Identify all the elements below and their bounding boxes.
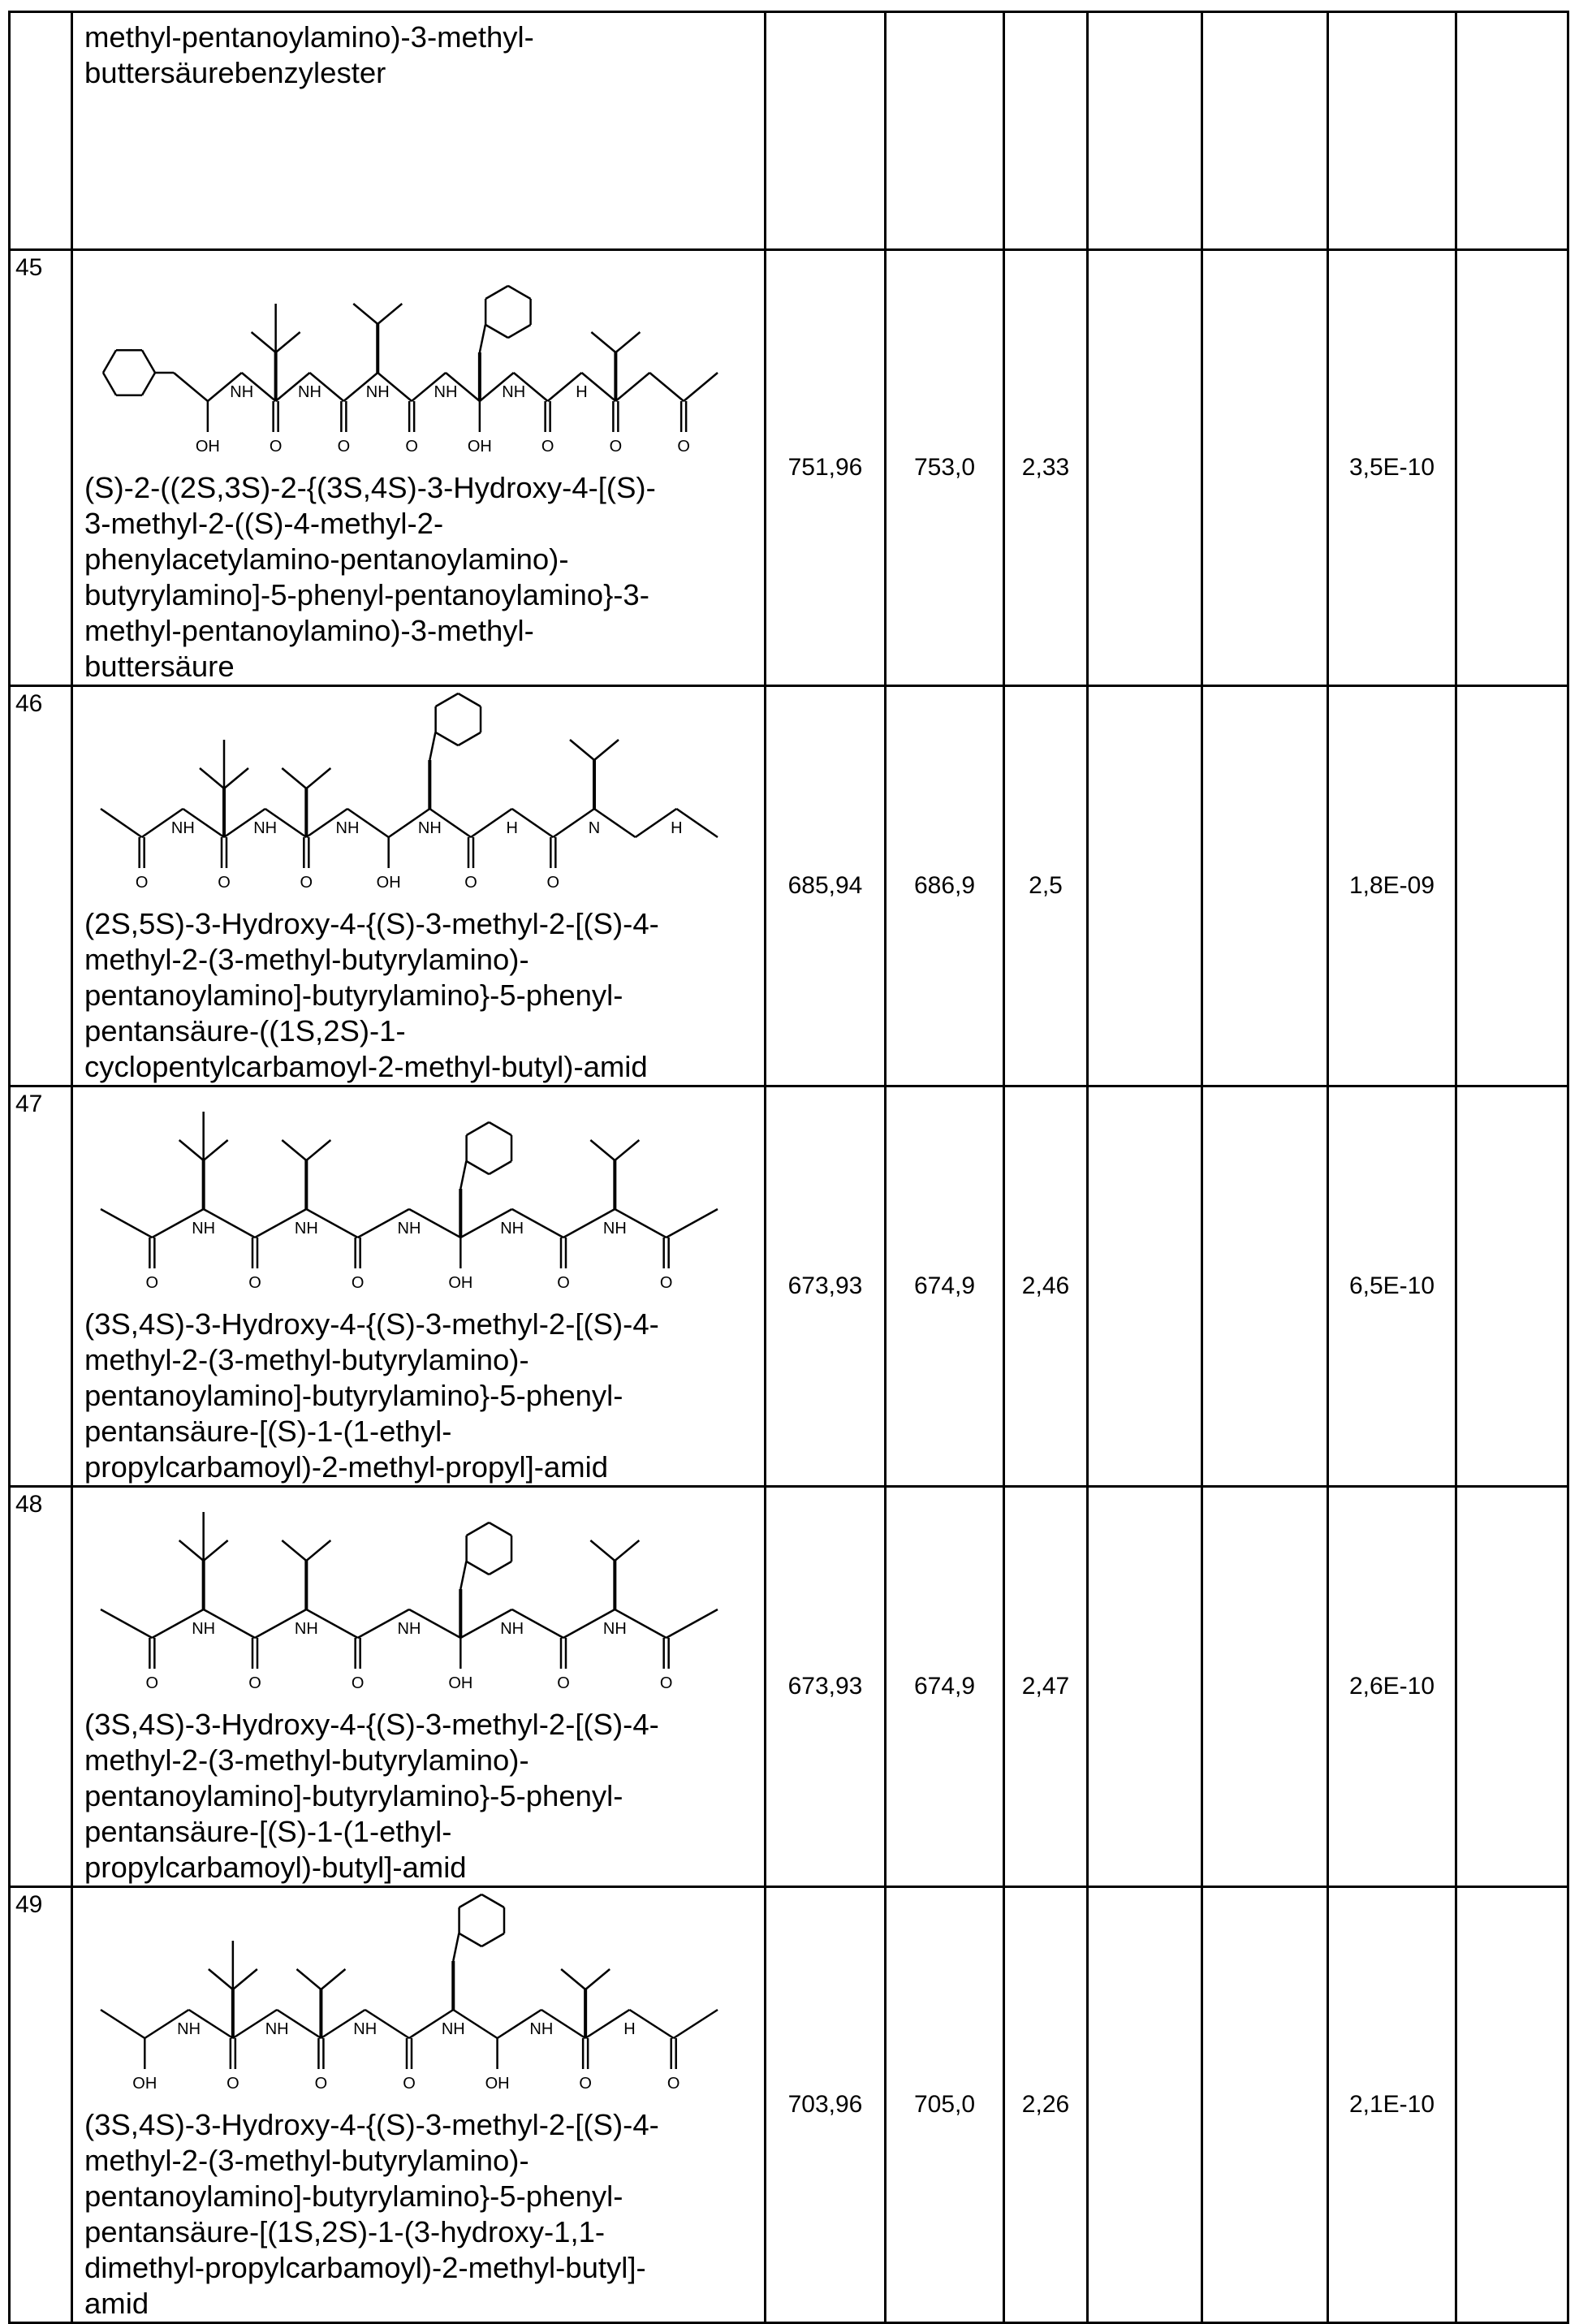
atom-label: O [226, 2075, 239, 2093]
atom-label: O [660, 1274, 673, 1292]
compound-number: 45 [10, 250, 72, 686]
found-mass: 753,0 [886, 250, 1004, 686]
retention-time [1004, 12, 1088, 250]
chemical-structure-image [84, 1087, 734, 1307]
retention-time: 2,26 [1004, 1887, 1088, 2323]
atom-label: OH [377, 874, 401, 892]
bond [436, 732, 459, 745]
bond [467, 1562, 490, 1575]
compound-number [10, 12, 72, 250]
atom-label: O [136, 874, 149, 892]
ic50-value [1328, 12, 1456, 250]
bond [508, 286, 531, 299]
atom-label: OH [448, 1674, 472, 1692]
atom-label: O [557, 1674, 570, 1692]
table-row [10, 12, 1568, 250]
bond [615, 332, 640, 352]
atom-label: OH [132, 2075, 157, 2093]
atom-label: NH [418, 819, 442, 837]
bond [321, 1969, 345, 1989]
bond [429, 732, 435, 760]
chemical-structure-image [84, 687, 734, 906]
molecular-weight: 685,94 [766, 686, 886, 1086]
found-mass: 686,9 [886, 686, 1004, 1086]
atom-label: NH [230, 383, 253, 401]
bond [615, 1140, 639, 1160]
atom-label: H [623, 2020, 635, 2038]
bond [508, 325, 531, 338]
atom-label: O [541, 438, 554, 456]
bond [224, 768, 248, 788]
bond [512, 809, 554, 837]
retention-time: 2,33 [1004, 250, 1088, 686]
bond [649, 373, 684, 401]
bond [459, 1933, 482, 1946]
atom-label: NH [442, 2020, 465, 2038]
bond [458, 693, 481, 706]
atom-label: NH [298, 383, 321, 401]
bond [480, 325, 485, 352]
bond [590, 1140, 615, 1160]
atom-label: O [405, 438, 418, 456]
bond [615, 1540, 639, 1561]
atom-label: H [506, 819, 517, 837]
atom-label: O [464, 874, 477, 892]
atom-label: O [146, 1274, 159, 1292]
atom-label: N [589, 819, 600, 837]
atom-label: NH [500, 1220, 524, 1238]
bond [481, 1894, 504, 1907]
atom-label: OH [485, 2075, 510, 2093]
bond [674, 2010, 718, 2038]
bond [296, 1969, 321, 1989]
empty-cell [1456, 12, 1568, 250]
atom-label: OH [448, 1274, 472, 1292]
bond [204, 1140, 228, 1160]
empty-cell [1456, 1487, 1568, 1887]
atom-label: O [248, 1274, 261, 1292]
bond [481, 1933, 504, 1946]
bond [282, 768, 306, 788]
bond [101, 809, 142, 837]
atom-label: O [557, 1274, 570, 1292]
found-mass [886, 12, 1004, 250]
compound-cell [72, 686, 766, 1086]
bond [306, 768, 330, 788]
atom-label: NH [603, 1620, 627, 1638]
atom-label: O [610, 438, 623, 456]
bond [233, 1969, 257, 1989]
bond [101, 2010, 145, 2038]
compound-name: (3S,4S)-3-Hydroxy-4-{(S)-3-methyl-2-[(S)-4- methyl-2-(3-methyl-butyrylamino)- pentanoylamino]-butyrylamino}-5-phenyl- pentansäure-[(S)-1-(1-ethyl- propylcarbamoyl)-butyl]-amid [84, 1707, 757, 1886]
chemical-structure-image [84, 1488, 734, 1707]
atom-label: NH [603, 1220, 627, 1238]
empty-cell [1456, 686, 1568, 1086]
atom-label: NH [353, 2020, 377, 2038]
atom-label: H [576, 383, 587, 401]
bond [174, 373, 208, 401]
molecular-weight: 673,93 [766, 1086, 886, 1487]
atom-label: O [677, 438, 690, 456]
compound-number: 47 [10, 1086, 72, 1487]
bond [204, 1540, 228, 1561]
atom-label: NH [192, 1620, 215, 1638]
atom-label: NH [398, 1220, 421, 1238]
bond [453, 1933, 459, 1961]
atom-label: NH [295, 1620, 318, 1638]
bond [179, 1540, 204, 1561]
bond [142, 350, 155, 373]
compound-name: methyl-pentanoylamino)-3-methyl- buttersäurebenzylester [84, 13, 757, 91]
bond [467, 1523, 490, 1536]
bond [282, 1540, 306, 1561]
compound-cell [72, 1086, 766, 1487]
compound-cell [72, 12, 766, 250]
compound-cell [72, 1487, 766, 1887]
retention-time: 2,47 [1004, 1487, 1088, 1887]
atom-label: O [270, 438, 283, 456]
compound-number: 46 [10, 686, 72, 1086]
molecular-weight: 751,96 [766, 250, 886, 686]
empty-cell [1088, 1086, 1202, 1487]
bond [209, 1969, 233, 1989]
bond [353, 304, 377, 324]
atom-label: NH [265, 2020, 289, 2038]
bond [570, 740, 594, 760]
empty-cell [1088, 686, 1202, 1086]
bond [667, 1209, 718, 1238]
found-mass: 674,9 [886, 1086, 1004, 1487]
bond [467, 1122, 490, 1135]
chemical-structure-image [84, 1888, 734, 2107]
empty-cell [1202, 250, 1328, 686]
atom-label: NH [171, 819, 195, 837]
ic50-value: 1,8E-09 [1328, 686, 1456, 1086]
table-row [10, 250, 1568, 686]
empty-cell [1202, 1086, 1328, 1487]
bond [306, 1140, 330, 1160]
atom-label: O [146, 1674, 159, 1692]
bond [489, 1161, 511, 1174]
ic50-value: 3,5E-10 [1328, 250, 1456, 686]
bond [276, 332, 300, 352]
bond [485, 286, 508, 299]
bond [103, 373, 116, 395]
bond [377, 304, 402, 324]
empty-cell [1202, 1887, 1328, 2323]
atom-label: NH [502, 383, 525, 401]
table-row [10, 1086, 1568, 1487]
table-row [10, 686, 1568, 1086]
atom-label: NH [434, 383, 458, 401]
bond [142, 373, 155, 395]
atom-label: NH [529, 2020, 553, 2038]
atom-label: O [352, 1274, 365, 1292]
atom-label: O [547, 874, 560, 892]
atom-label: O [660, 1674, 673, 1692]
bond [458, 732, 481, 745]
compound-cell [72, 250, 766, 686]
ic50-value: 2,1E-10 [1328, 1887, 1456, 2323]
bond [489, 1122, 511, 1135]
retention-time: 2,5 [1004, 686, 1088, 1086]
retention-time: 2,46 [1004, 1086, 1088, 1487]
bond [179, 1140, 204, 1160]
bond [282, 1140, 306, 1160]
compound-name: (2S,5S)-3-Hydroxy-4-{(S)-3-methyl-2-[(S)-4- methyl-2-(3-methyl-butyrylamino)- pentanoylamino]-butyrylamino}-5-phenyl- pentansäure-((1S,2S)-1- cyclopentylcarbamoyl-2-methyl-butyl)-amid [84, 906, 757, 1085]
bond [489, 1562, 511, 1575]
bond [460, 1161, 466, 1189]
empty-cell [1088, 1887, 1202, 2323]
bond [591, 332, 615, 352]
atom-label: OH [196, 438, 220, 456]
bond [460, 1562, 466, 1589]
bond [306, 1540, 330, 1561]
empty-cell [1202, 12, 1328, 250]
compound-name: (3S,4S)-3-Hydroxy-4-{(S)-3-methyl-2-[(S)-4- methyl-2-(3-methyl-butyrylamino)- pentanoylamino]-butyrylamino}-5-phenyl- pentansäure-[(S)-1-(1-ethyl- propylcarbamoyl)-2-methyl-propyl]-amid [84, 1307, 757, 1485]
empty-cell [1088, 12, 1202, 250]
atom-label: H [671, 819, 682, 837]
atom-label: NH [398, 1620, 421, 1638]
found-mass: 674,9 [886, 1487, 1004, 1887]
bond [101, 1209, 152, 1238]
empty-cell [1088, 250, 1202, 686]
bond [436, 693, 459, 706]
empty-cell [1456, 250, 1568, 686]
bond [459, 1894, 482, 1907]
bond [594, 740, 619, 760]
compound-number: 49 [10, 1887, 72, 2323]
empty-cell [1088, 1487, 1202, 1887]
chemical-structure-image [84, 251, 734, 470]
bond [594, 809, 636, 837]
atom-label: O [315, 2075, 328, 2093]
atom-label: O [338, 438, 351, 456]
atom-label: NH [253, 819, 277, 837]
bond [585, 1969, 610, 1989]
atom-label: NH [336, 819, 360, 837]
atom-label: O [579, 2075, 592, 2093]
empty-cell [1202, 1487, 1328, 1887]
bond [103, 350, 116, 373]
atom-label: NH [366, 383, 390, 401]
compound-number: 48 [10, 1487, 72, 1887]
molecular-weight: 673,93 [766, 1487, 886, 1887]
table-row [10, 1487, 1568, 1887]
bond [676, 809, 718, 837]
atom-label: OH [468, 438, 492, 456]
bond [590, 1540, 615, 1561]
atom-label: O [248, 1674, 261, 1692]
atom-label: NH [192, 1220, 215, 1238]
bond [667, 1609, 718, 1638]
bond [467, 1161, 490, 1174]
compound-table [8, 11, 1569, 2324]
atom-label: O [667, 2075, 680, 2093]
bond [629, 2010, 673, 2038]
bond [615, 373, 649, 401]
atom-label: O [300, 874, 313, 892]
compound-cell [72, 1887, 766, 2323]
compound-name: (3S,4S)-3-Hydroxy-4-{(S)-3-methyl-2-[(S)-4- methyl-2-(3-methyl-butyrylamino)- pentanoylamino]-butyrylamino}-5-phenyl- pentansäure-[(1S,2S)-1-(3-hydroxy-1,1- dimethyl-propylcarbamoyl)-2-methyl-butyl]- amid [84, 2107, 757, 2322]
atom-label: O [403, 2075, 416, 2093]
compound-name: (S)-2-((2S,3S)-2-{(3S,4S)-3-Hydroxy-4-[(S)- 3-methyl-2-((S)-4-methyl-2- phenylacetylamino-pentanoylamino)- butyrylamino]-5-phenyl-pentanoylamino}-3- methyl-pentanoylamino)-3-methyl- buttersäure [84, 470, 757, 685]
bond [200, 768, 224, 788]
bond [561, 1969, 585, 1989]
ic50-value: 2,6E-10 [1328, 1487, 1456, 1887]
atom-label: NH [177, 2020, 201, 2038]
molecular-weight: 703,96 [766, 1887, 886, 2323]
atom-label: NH [500, 1620, 524, 1638]
bond [489, 1523, 511, 1536]
table-row [10, 1887, 1568, 2323]
bond [252, 332, 276, 352]
bond [684, 373, 718, 401]
atom-label: NH [295, 1220, 318, 1238]
atom-label: O [352, 1674, 365, 1692]
bond [485, 325, 508, 338]
ic50-value: 6,5E-10 [1328, 1086, 1456, 1487]
empty-cell [1456, 1086, 1568, 1487]
found-mass: 705,0 [886, 1887, 1004, 2323]
empty-cell [1202, 686, 1328, 1086]
molecular-weight [766, 12, 886, 250]
empty-cell [1456, 1887, 1568, 2323]
bond [101, 1609, 152, 1638]
atom-label: O [218, 874, 231, 892]
